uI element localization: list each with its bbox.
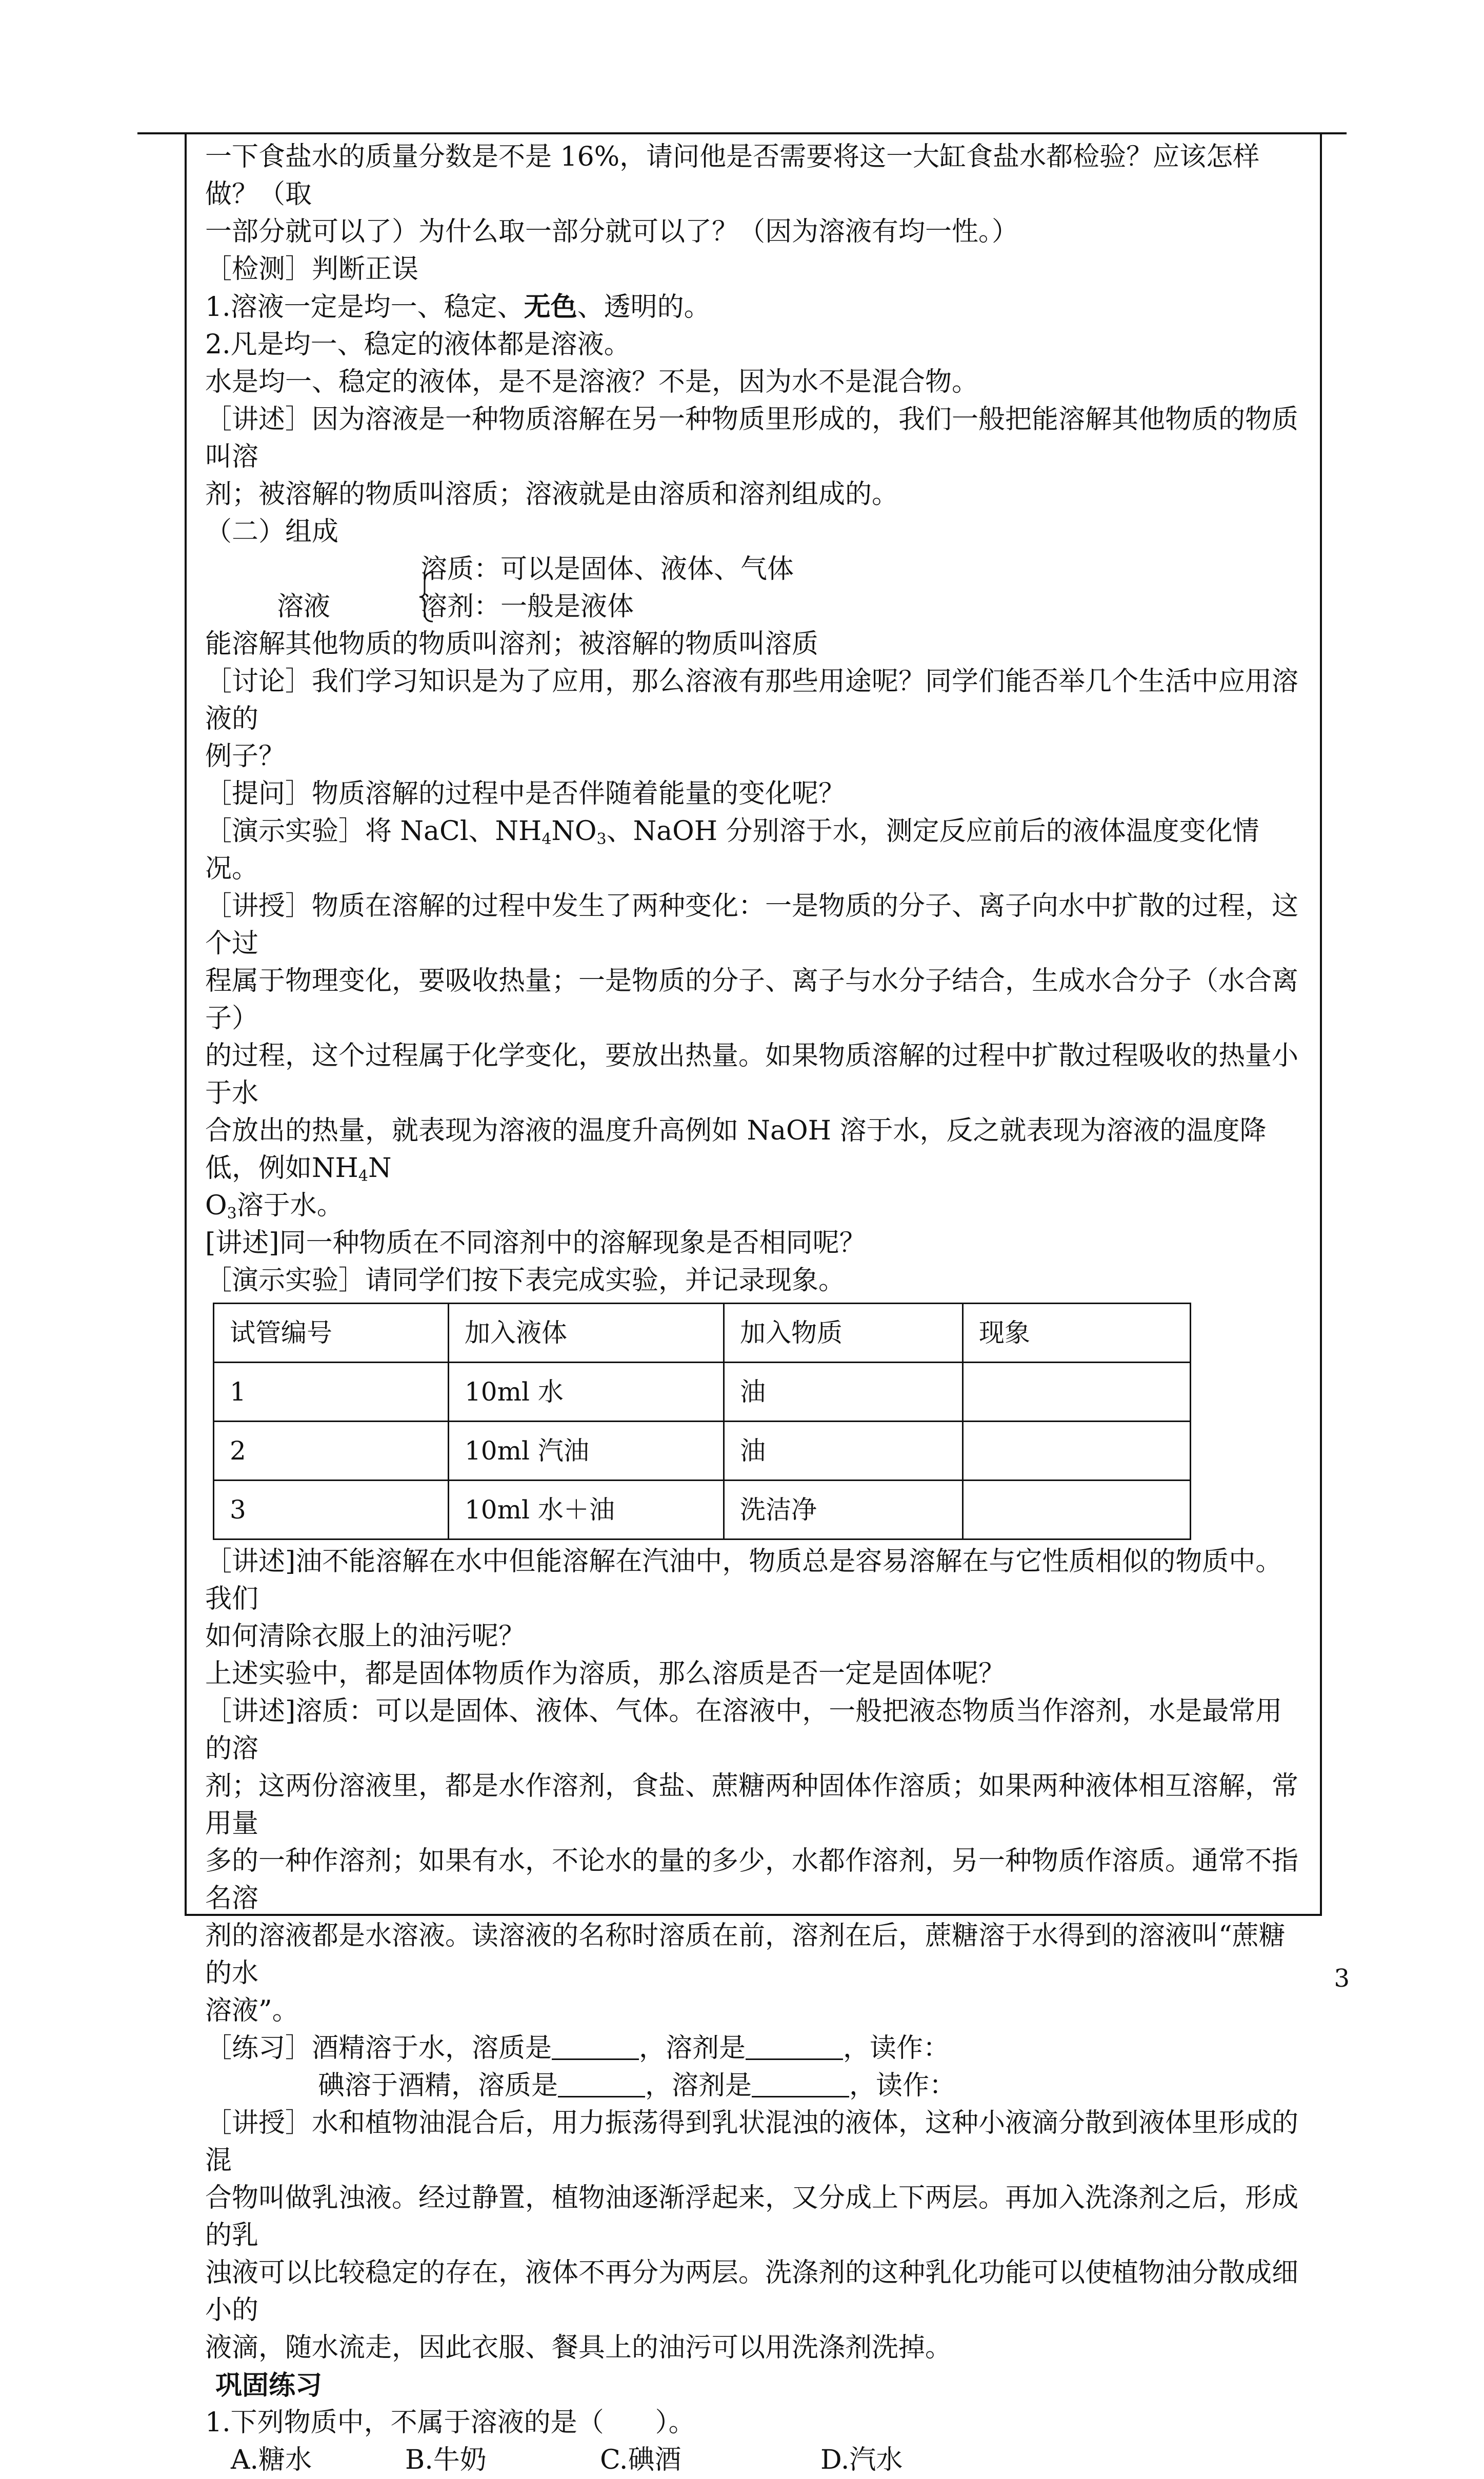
text-line: 一下食盐水的质量分数是不是 16%，请问他是否需要将这一大缸食盐水都检验？应该怎样做？（取: [205, 142, 1260, 210]
table-cell: 油: [724, 1422, 963, 1481]
text-span: 、NaOH 分别溶于水，测定反应前后的液体温度变化情况。: [205, 816, 1259, 884]
text-line: 剂的溶液都是水溶液。读溶液的名称时溶质在前，溶剂在后，蔗糖溶于水得到的溶液叫“蔗糖的水: [205, 1921, 1286, 1989]
text-span: ，溶剂是: [645, 2070, 752, 2101]
text-line: ［提问］物质溶解的过程中是否伴随着能量的变化呢？: [205, 778, 846, 809]
text-line: 上述实验中，都是固体物质作为溶质，那么溶质是否一定是固体呢？: [205, 1658, 1006, 1689]
table-cell: 10ml 水: [449, 1363, 724, 1422]
text-line: ［讲述]溶质：可以是固体、液体、气体。在溶液中，一般把液态物质当作溶剂，水是最常用的溶: [205, 1696, 1282, 1764]
text-line: ［讨论］我们学习知识是为了应用，那么溶液有那些用途呢？同学们能否举几个生活中应用溶液的: [205, 666, 1299, 734]
table-cell: 1: [214, 1363, 449, 1422]
exercise-line: [205, 2030, 1308, 2067]
table-row: [214, 1481, 1191, 1540]
text-line: ［讲述］因为溶液是一种物质溶解在另一种物质里形成的，我们一般把能溶解其他物质的物质叫溶: [205, 404, 1299, 472]
experiment-table: [213, 1303, 1191, 1540]
table-header-cell: 现象: [963, 1304, 1191, 1363]
text-line: [205, 1112, 1308, 1187]
option-a: A.糖水: [231, 2445, 312, 2475]
text-line: 剂；这两份溶液里，都是水作溶剂，食盐、蔗糖两种固体作溶质；如果两种液体相互溶解，常用量: [205, 1771, 1299, 1839]
solvent-line: 溶剂：一般是液体: [420, 591, 634, 622]
text-line: 一部分就可以了）为什么取一部分就可以了？（因为溶液有均一性。）: [205, 216, 1019, 247]
text-span: ，读作：: [849, 2070, 956, 2101]
text-span: 、透明的。: [577, 292, 711, 323]
text-line: [205, 813, 1308, 888]
table-row: [214, 1363, 1191, 1422]
question-line: [205, 2404, 1308, 2442]
section-heading: （二）组成: [205, 516, 339, 547]
table-cell: 油: [724, 1363, 963, 1422]
table-cell: 3: [214, 1481, 449, 1540]
options-line: [205, 2442, 1308, 2479]
table-cell: [963, 1422, 1191, 1481]
text-span: 1.下列物质中，不属于溶液的是（: [205, 2407, 604, 2438]
text-span: ，读作：: [843, 2033, 950, 2064]
text-line: 剂；被溶解的物质叫溶质；溶液就是由溶质和溶剂组成的。: [205, 479, 899, 510]
table-cell: 2: [214, 1422, 449, 1481]
table-header-cell: 加入物质: [724, 1304, 963, 1363]
text-line: ［讲述]油不能溶解在水中但能溶解在汽油中，物质总是容易溶解在与它性质相似的物质中。我们: [205, 1546, 1282, 1614]
composition-diagram: [205, 551, 1308, 626]
text-line: 能溶解其他物质的物质叫溶剂；被溶解的物质叫溶质: [205, 629, 819, 659]
table-cell: 洗洁净: [724, 1481, 963, 1540]
text-line: 合物叫做乳浊液。经过静置，植物油逐渐浮起来，又分成上下两层。再加入洗涤剂之后，形成的乳: [205, 2183, 1299, 2251]
section-heading: 巩固练习: [215, 2370, 323, 2401]
table-header-cell: 试管编号: [214, 1304, 449, 1363]
text-line: 水是均一、稳定的液体，是不是溶液？不是，因为水不是混合物。: [205, 367, 979, 397]
text-line: 程属于物理变化，要吸收热量；一是物质的分子、离子与水分子结合，生成水合分子（水合离子）: [205, 966, 1299, 1034]
answer-blank: [752, 2070, 849, 2097]
text-line: [205, 1187, 1308, 1225]
solute-line: 溶质：可以是固体、液体、气体: [420, 554, 794, 585]
text-line: ［演示实验］请同学们按下表完成实验，并记录现象。: [205, 1265, 846, 1296]
table-row: [214, 1422, 1191, 1481]
text-line: [讲述]同一种物质在不同溶剂中的溶解现象是否相同呢？: [205, 1228, 866, 1258]
lesson-content: [205, 138, 1308, 2479]
text-span: ［演示实验］将 NaCl、NH: [205, 816, 542, 847]
text-line: ［讲授］物质在溶解的过程中发生了两种变化：一是物质的分子、离子向水中扩散的过程，这个过: [205, 891, 1299, 959]
table-cell: [963, 1481, 1191, 1540]
table-header-cell: 加入液体: [449, 1304, 724, 1363]
text-span: NO: [551, 816, 597, 847]
text-line: 如何清除衣服上的油污呢？: [205, 1621, 526, 1652]
answer-blank: [552, 2033, 639, 2060]
table-cell: 10ml 水＋油: [449, 1481, 724, 1540]
subscript: 3: [596, 830, 607, 848]
text-line: 浊液可以比较稳定的存在，液体不再分为两层。洗涤剂的这种乳化功能可以使植物油分散成细小的: [205, 2257, 1299, 2326]
answer-blank: [746, 2033, 843, 2060]
text-line: 2.凡是均一、稳定的液体都是溶液。: [205, 329, 631, 360]
text-span: 溶于水。: [236, 1190, 344, 1221]
table-cell: 10ml 汽油: [449, 1422, 724, 1481]
brace-icon: [418, 571, 436, 623]
answer-blank: [558, 2070, 645, 2097]
text-line: 溶液”。: [205, 1995, 299, 2026]
text-line: 液滴，随水流走，因此衣服、餐具上的油污可以用洗涤剂洗掉。: [205, 2332, 952, 2363]
option-c: C.碘酒: [600, 2445, 681, 2475]
text-line: ［讲授］水和植物油混合后，用力振荡得到乳状混浊的液体，这种小液滴分散到液体里形成的混: [205, 2108, 1299, 2176]
text-line: [205, 288, 1308, 326]
option-d: D.汽水: [820, 2445, 903, 2475]
bold-text: 无色: [524, 291, 577, 323]
solution-label: 溶液: [277, 591, 331, 622]
text-span: 1.溶液一定是均一、稳定、: [205, 292, 524, 323]
text-line: 例子？: [205, 741, 286, 772]
text-line: 多的一种作溶剂；如果有水，不论水的量的多少，水都作溶剂，另一种物质作溶质。通常不指名溶: [205, 1846, 1299, 1914]
subscript: 4: [542, 830, 552, 848]
table-header-row: [214, 1304, 1191, 1363]
text-line: ［检测］判断正误: [205, 254, 419, 285]
text-span: O: [205, 1190, 227, 1221]
exercise-line: [205, 2067, 1308, 2105]
subscript: 4: [358, 1167, 368, 1185]
table-cell: [963, 1363, 1191, 1422]
subscript: 3: [227, 1205, 237, 1223]
option-b: B.牛奶: [405, 2445, 487, 2475]
text-line: 的过程，这个过程属于化学变化，要放出热量。如果物质溶解的过程中扩散过程吸收的热量小于水: [205, 1041, 1299, 1109]
text-span: ［练习］酒精溶于水，溶质是: [205, 2033, 552, 2064]
text-span: ）。: [655, 2407, 695, 2438]
text-span: ，溶剂是: [639, 2033, 746, 2064]
text-span: 碘溶于酒精，溶质是: [318, 2070, 558, 2101]
page-number: 3: [1334, 1964, 1350, 1993]
text-span: N: [368, 1153, 392, 1184]
text-span: 合放出的热量，就表现为溶液的温度升高例如 NaOH 溶于水，反之就表现为溶液的温度降低，例如NH: [205, 1115, 1267, 1184]
